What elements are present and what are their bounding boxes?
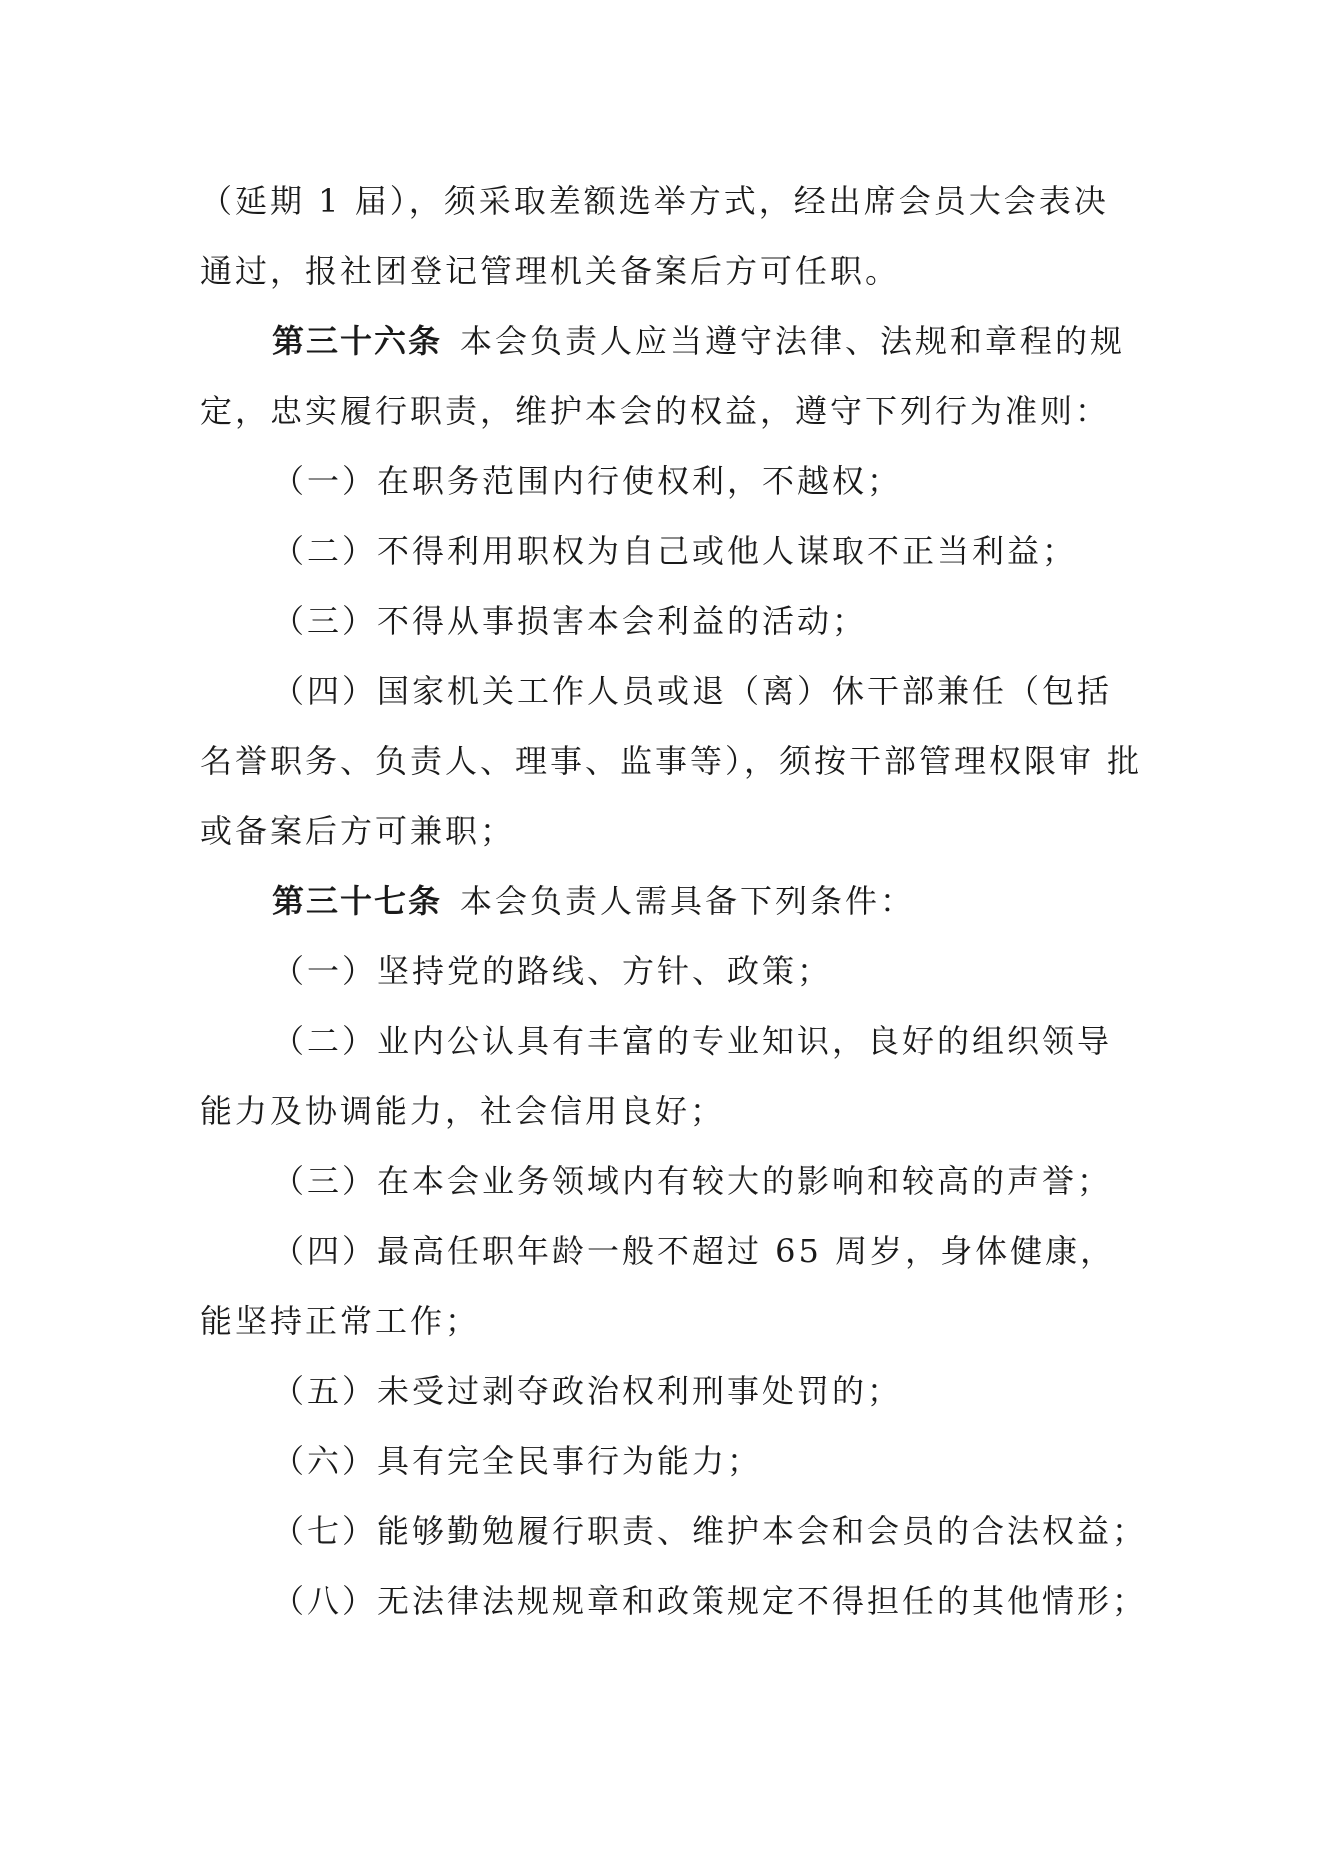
list-item: （二）业内公认具有丰富的专业知识，良好的组织领导 [272,1022,1113,1060]
document-body [200,166,1160,1636]
article-36-title: 第三十六条 [272,322,443,360]
article-36-heading [200,306,1160,376]
list-item: （三）不得从事损害本会利益的活动； [272,602,868,640]
text-line: 能力及协调能力，社会信用良好； [200,1092,726,1130]
article-36-first-line: 本会负责人应当遵守法律、法规和章程的规 [460,322,1126,360]
list-item: （八）无法律法规规章和政策规定不得担任的其他情形； [272,1582,1148,1620]
article-37-heading [200,866,1160,936]
list-item: （四）最高任职年龄一般不超过 65 周岁，身体健康， [272,1232,1116,1270]
list-item: （四）国家机关工作人员或退（离）休干部兼任（包括 [272,672,1113,710]
list-item: （七）能够勤勉履行职责、维护本会和会员的合法权益； [272,1512,1148,1550]
list-item: （一）在职务范围内行使权利，不越权； [272,462,903,500]
text-line: 通过，报社团登记管理机关备案后方可任职。 [200,252,901,290]
list-item: （五）未受过剥夺政治权利刑事处罚的； [272,1372,903,1410]
text-line: （延期 1 届），须采取差额选举方式，经出席会员大会表决 [200,182,1109,220]
list-item: （二）不得利用职权为自己或他人谋取不正当利益； [272,532,1078,570]
list-item: （一）坚持党的路线、方针、政策； [272,952,833,990]
text-line: 能坚持正常工作； [200,1302,481,1340]
text-line: 定，忠实履行职责，维护本会的权益，遵守下列行为准则： [200,392,1111,430]
article-37-first-line: 本会负责人需具备下列条件： [460,882,916,920]
list-item: （六）具有完全民事行为能力； [272,1442,763,1480]
article-37-title: 第三十七条 [272,882,443,920]
list-item: （三）在本会业务领域内有较大的影响和较高的声誉； [272,1162,1113,1200]
text-line: 或备案后方可兼职； [200,812,516,850]
text-line: 名誉职务、负责人、理事、监事等），须按干部管理权限审 批 [200,742,1143,780]
